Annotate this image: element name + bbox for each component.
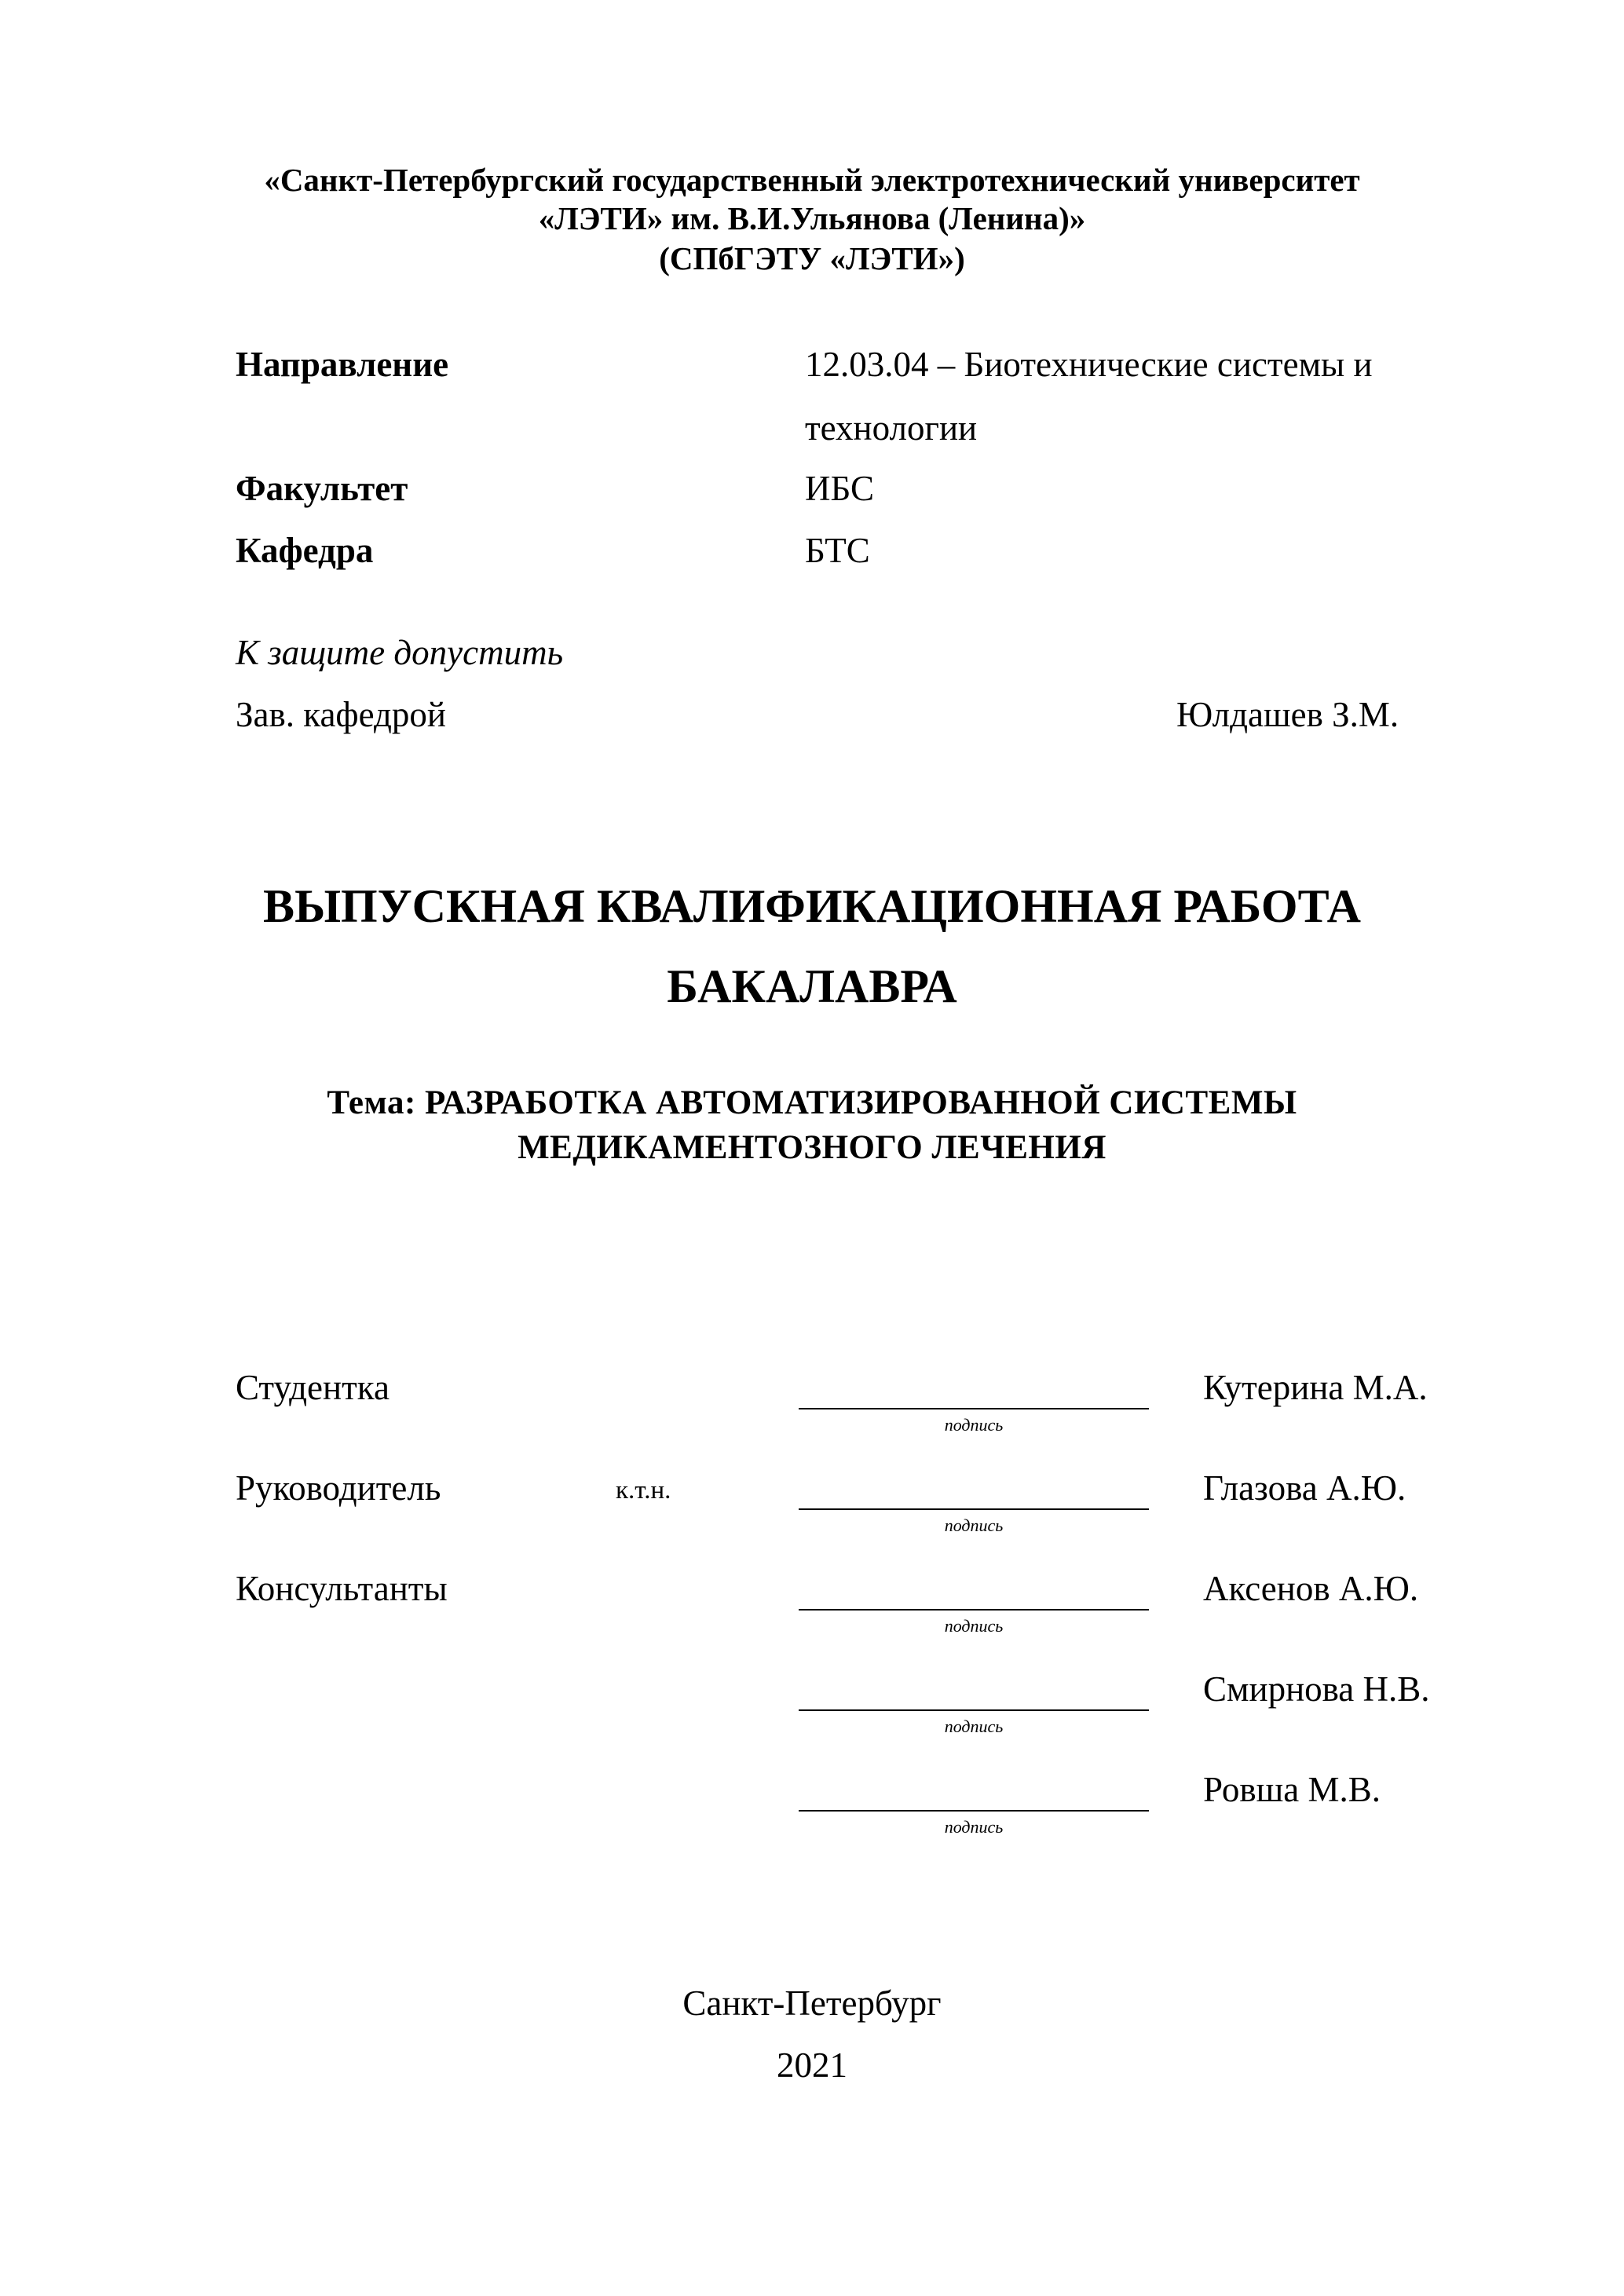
signature-caption: подпись	[944, 1415, 1004, 1435]
signature-name: Аксенов А.Ю.	[1203, 1569, 1419, 1608]
university-name-line2: «ЛЭТИ» им. В.И.Ульянова (Ленина)»	[538, 200, 1086, 236]
faculty-label: Факультет	[236, 469, 408, 508]
signature-role: Студентка	[236, 1368, 390, 1407]
approval-name: Юлдашев З.М.	[1176, 695, 1399, 734]
title-line1: ВЫПУСКНАЯ КВАЛИФИКАЦИОННАЯ РАБОТА	[263, 880, 1361, 932]
signature-caption: подпись	[944, 1717, 1004, 1736]
signature-line	[799, 1408, 1149, 1409]
university-abbrev: (СПбГЭТУ «ЛЭТИ»)	[659, 240, 965, 276]
direction-value: 12.03.04 – Биотехнические системы и	[805, 345, 1373, 384]
university-name-line1: «Санкт-Петербургский государственный электротехнический университет	[264, 162, 1360, 198]
signature-name: Глазова А.Ю.	[1203, 1468, 1406, 1508]
approval-role: Зав. кафедрой	[236, 695, 446, 734]
signature-line	[799, 1508, 1149, 1510]
direction-value-cont: технологии	[805, 408, 978, 448]
signature-degree: к.т.н.	[616, 1476, 671, 1504]
signature-name: Ровша М.В.	[1203, 1770, 1381, 1809]
faculty-value: ИБС	[805, 469, 875, 508]
signature-name: Смирнова Н.В.	[1203, 1669, 1430, 1709]
signature-name: Кутерина М.А.	[1203, 1368, 1428, 1407]
signature-caption: подпись	[944, 1817, 1004, 1837]
signature-caption: подпись	[944, 1515, 1004, 1535]
approval-note: К защите допустить	[236, 633, 564, 672]
department-value: БТС	[805, 531, 870, 570]
signature-line	[799, 1709, 1149, 1711]
city: Санкт-Петербург	[682, 1983, 942, 2023]
signature-line	[799, 1609, 1149, 1610]
year: 2021	[777, 2046, 847, 2085]
direction-label: Направление	[236, 345, 449, 384]
signature-role: Руководитель	[236, 1468, 441, 1508]
signature-line	[799, 1810, 1149, 1812]
signature-role: Консультанты	[236, 1569, 448, 1608]
department-label: Кафедра	[236, 531, 374, 570]
signature-caption: подпись	[944, 1616, 1004, 1636]
title-line2: БАКАЛАВРА	[667, 960, 957, 1012]
topic-line1: Тема: РАЗРАБОТКА АВТОМАТИЗИРОВАННОЙ СИСТЕМЫ	[327, 1084, 1297, 1121]
topic-line2: МЕДИКАМЕНТОЗНОГО ЛЕЧЕНИЯ	[518, 1129, 1106, 1166]
